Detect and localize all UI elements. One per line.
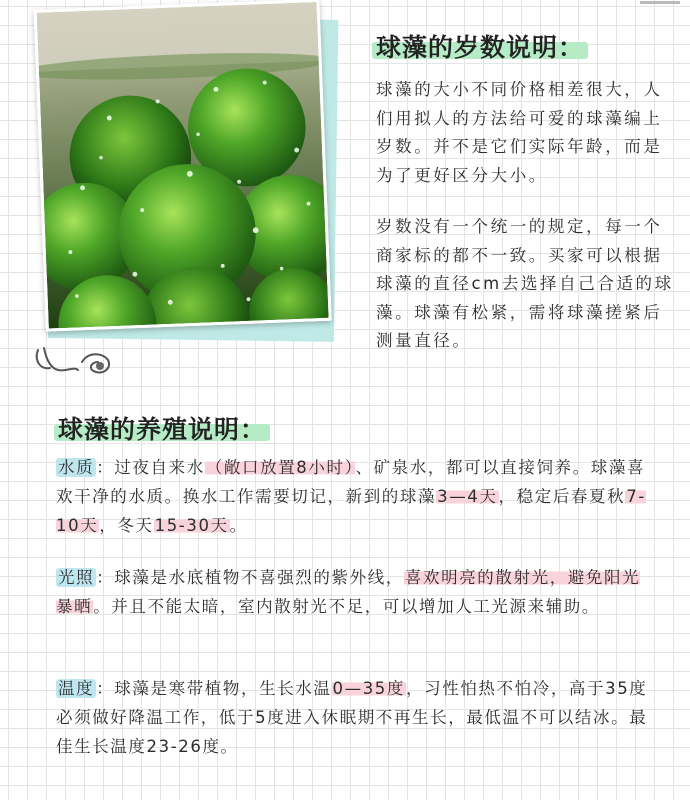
marimo-balls-illustration [37, 2, 329, 329]
care-title-text: 球藻的养殖说明： [58, 415, 267, 444]
age-paragraph-2: 岁数没有一个统一的规定，每一个商家标的都不一致。买家可以根据球藻的直径cm去选择自己合适的球藻。球藻有松紧，需将球藻搓紧后测量直径。 [376, 217, 674, 350]
water-mark-4: 15-30天 [154, 516, 229, 535]
water-mark-1: （敞口放置8小时） [205, 458, 355, 477]
temperature-text-2: ，习性怕热不怕冷，高于35度必须做好降温工作，低于5度进入休眠期不再生长，最低温不可以结冰。最佳生长温度23-26度。 [56, 679, 648, 756]
light-text-2: 。并且不能太暗，室内散射光不足，可以增加人工光源来辅助。 [93, 597, 601, 616]
water-text-3: ，稳定后春夏秋 [498, 487, 626, 506]
water-mark-3: 7-10天 [56, 487, 646, 535]
care-section-title [58, 410, 266, 446]
water-mark-2: 3—4天 [437, 487, 498, 506]
water-text-5: 。 [229, 516, 248, 535]
marimo-photo-frame [34, 0, 347, 352]
age-paragraph-1: 球藻的大小不同价格相差很大，人们用拟人的方法给可爱的球藻编上岁数。并不是它们实际年龄，而是为了更好区分大小。 [376, 80, 663, 185]
lighting-paragraph [56, 563, 656, 621]
temperature-label: 温度 [58, 679, 95, 698]
water-text-1: ：过夜自来水 [96, 458, 205, 477]
doodle-decoration [30, 340, 130, 382]
water-text-2: 、矿泉水，都可以直接饲养。球藻喜欢干净的水质。换水工作需要切记，新到的球藻 [56, 458, 646, 506]
light-mark-1: 喜欢明亮的散射光，避免阳光暴晒 [56, 568, 641, 616]
age-section-title [376, 28, 584, 64]
light-label: 光照 [58, 568, 95, 587]
top-corner-mark [640, 0, 680, 6]
age-title-text: 球藻的岁数说明： [376, 33, 585, 62]
temperature-paragraph [56, 674, 656, 761]
marimo-photo [34, 0, 332, 332]
water-label: 水质 [58, 458, 95, 477]
water-quality-paragraph [56, 453, 656, 540]
water-text-4: ，冬天 [99, 516, 154, 535]
temperature-text-1: ：球藻是寒带植物，生长水温 [96, 679, 332, 698]
temperature-mark-1: 0—35度 [332, 679, 406, 698]
light-text-1: ：球藻是水底植物不喜强烈的紫外线， [96, 568, 404, 587]
